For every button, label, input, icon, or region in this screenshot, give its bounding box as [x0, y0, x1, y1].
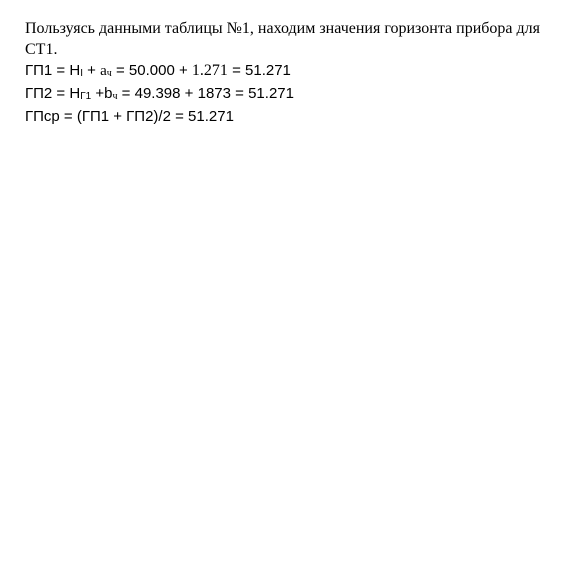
document-body	[25, 18, 555, 127]
gp1-v1: 50.000	[128, 62, 175, 79]
gp2-label: ГП2	[25, 85, 53, 102]
gp2-eq2: =	[117, 85, 135, 102]
gp2-eq3: =	[230, 85, 249, 102]
formula-gp2	[25, 83, 555, 106]
gp1-plus2: +	[174, 62, 192, 79]
gp1-result: 51.271	[245, 62, 291, 79]
intro-paragraph: Пользуясь данными таблицы №1, находим значения горизонта прибора для СТ1.	[25, 20, 540, 58]
gp2-b: b	[104, 85, 113, 102]
gp1-v2: 1.271	[191, 62, 228, 79]
gp1-label: ГП1	[25, 62, 53, 79]
formula-gp1	[25, 60, 555, 83]
gp1-h-sub: I	[80, 68, 83, 79]
gp2-v2: 1873	[197, 85, 231, 102]
gp1-eq2: =	[111, 62, 129, 79]
gp2-h: H	[69, 85, 81, 102]
gp2-plus2: +	[180, 85, 198, 102]
gpcp-label-sub: ср	[43, 108, 60, 125]
gpcp-label: ГП	[25, 108, 44, 125]
gp2-b-sub: ч	[112, 91, 118, 102]
gp1-a: а	[100, 63, 107, 79]
gpcp-expr: = (ГП1 + ГП2)/2 =	[59, 108, 189, 125]
gp1-h: H	[69, 62, 81, 79]
gp2-h-sub: Г1	[80, 91, 92, 102]
gp2-result: 51.271	[248, 85, 294, 102]
gp1-a-sub: ч	[106, 68, 112, 79]
gp1-plus: +	[82, 62, 101, 79]
gp1-eq1: =	[52, 62, 70, 79]
gp2-plus: +	[91, 85, 105, 102]
gp1-eq3: =	[227, 62, 246, 79]
formula-gpcp	[25, 106, 555, 127]
gpcp-result: 51.271	[188, 108, 234, 125]
gp2-eq1: =	[52, 85, 70, 102]
gp2-v1: 49.398	[134, 85, 181, 102]
